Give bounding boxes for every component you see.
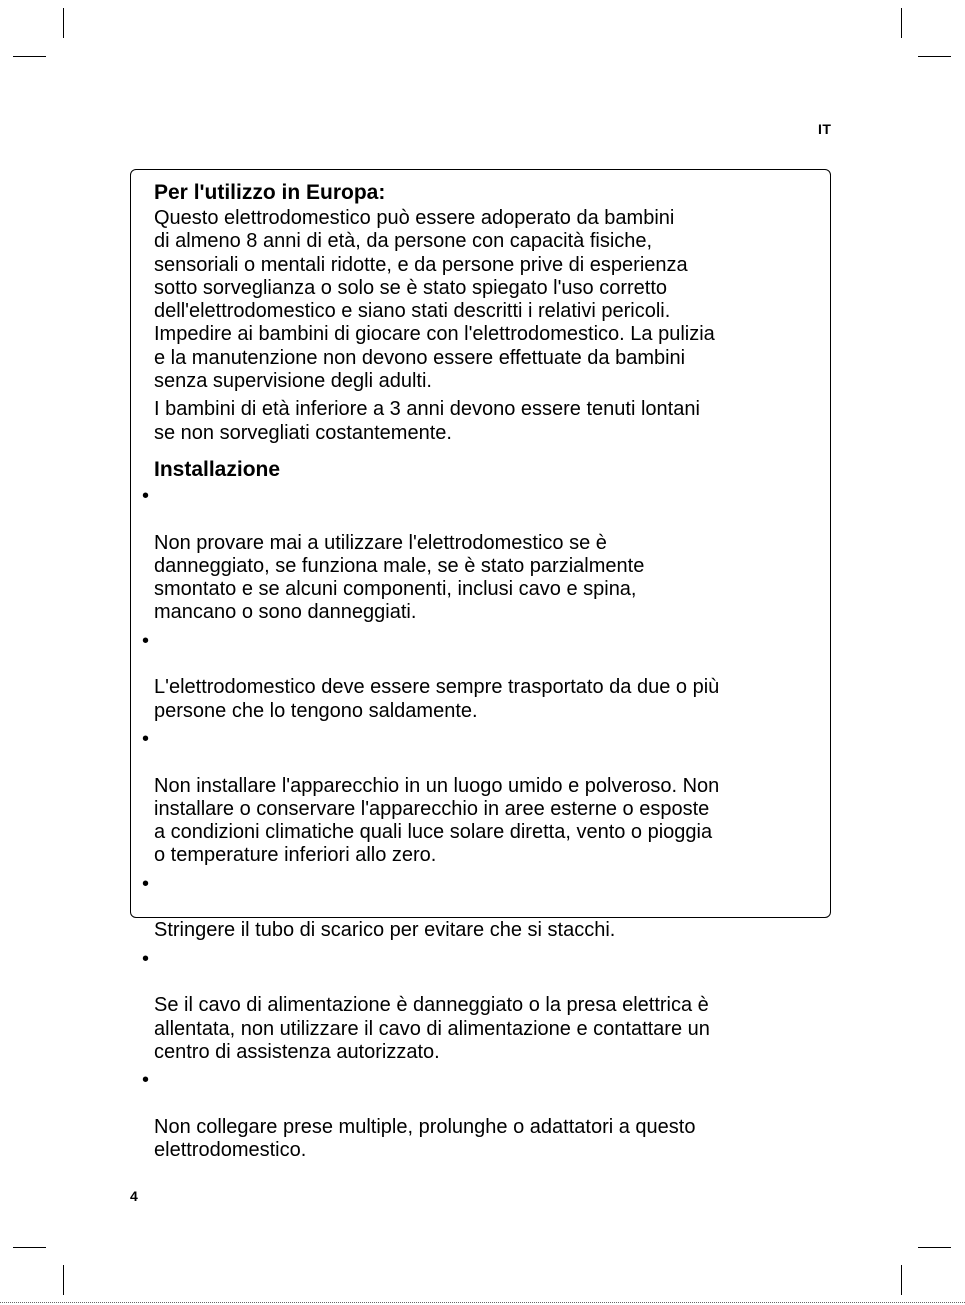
list-item-text: Non provare mai a utilizzare l'elettrodomestico se è danneggiato, se funziona male, se è stato parzialmente smontato e se alcuni componenti, inclusi cavo e spina, mancano o sono danneggiati. <box>154 531 645 624</box>
language-code: IT <box>818 121 832 137</box>
installation-list <box>142 484 822 1162</box>
list-item <box>142 484 822 625</box>
installation-section-title: Installazione <box>154 457 281 481</box>
list-item <box>142 629 822 723</box>
list-item-text: Stringere il tubo di scarico per evitare che si stacchi. <box>154 919 616 942</box>
europe-paragraph-children: I bambini di età inferiore a 3 anni devono essere tenuti lontani se non sorvegliati costantemente. <box>154 398 700 444</box>
europe-section-title: Per l'utilizzo in Europa: <box>154 181 386 204</box>
crop-mark-bottom-right-horizontal <box>918 1247 951 1248</box>
list-item-text: L'elettrodomestico deve essere sempre trasportato da due o più persone che lo tengono saldamente. <box>154 676 720 722</box>
crop-mark-top-right-vertical <box>901 8 902 38</box>
list-item <box>142 1069 822 1162</box>
bullet-icon: • <box>142 947 150 970</box>
list-item <box>142 727 822 868</box>
crop-mark-top-left-horizontal <box>13 56 46 57</box>
list-item-text: Non collegare prese multiple, prolunghe o adattatori a questo elettrodomestico. <box>154 1115 696 1161</box>
list-item <box>142 872 822 943</box>
crop-mark-top-left-vertical <box>63 8 64 38</box>
bullet-icon: • <box>142 727 150 750</box>
list-item-text: Non installare l'apparecchio in un luogo umido e polveroso. Non installare o conservare l'apparecchio in aree esterne o esposte a condizioni climatiche quali luce solare diretta, vento o pioggia o temperature inferiori allo zero. <box>154 774 720 867</box>
bullet-icon: • <box>142 629 150 652</box>
bullet-icon: • <box>142 484 150 507</box>
list-item-text: Se il cavo di alimentazione è danneggiato o la presa elettrica è allentata, non utilizzare il cavo di alimentazione e contattare un centro di assistenza autorizzato. <box>154 994 710 1063</box>
safety-notice-content <box>142 179 822 1167</box>
crop-mark-bottom-left-horizontal <box>13 1247 46 1248</box>
bullet-icon: • <box>142 872 150 895</box>
page-number: 4 <box>130 1188 138 1204</box>
europe-paragraph-usage: Questo elettrodomestico può essere adoperato da bambini di almeno 8 anni di età, da persone con capacità fisiche, sensoriali o mentali ridotte, e da persone prive di esperienza sotto sorveglianza o solo se è stato spiegato l'uso corretto dell'elettrodomestico e siano stati descritti i relativi pericoli. Impedire ai bambini di giocare con l'elettrodomestico. La pulizia e la manutenzione non devono essere effettuate da bambini senza supervisione degli adulti. <box>154 207 715 393</box>
safety-notice-box <box>130 169 831 1161</box>
crop-mark-bottom-right-vertical <box>901 1265 902 1295</box>
crop-mark-top-right-horizontal <box>918 56 951 57</box>
page-bottom-dotted-rule <box>0 1302 965 1303</box>
crop-mark-bottom-left-vertical <box>63 1265 64 1295</box>
bullet-icon: • <box>142 1069 150 1092</box>
list-item <box>142 947 822 1064</box>
